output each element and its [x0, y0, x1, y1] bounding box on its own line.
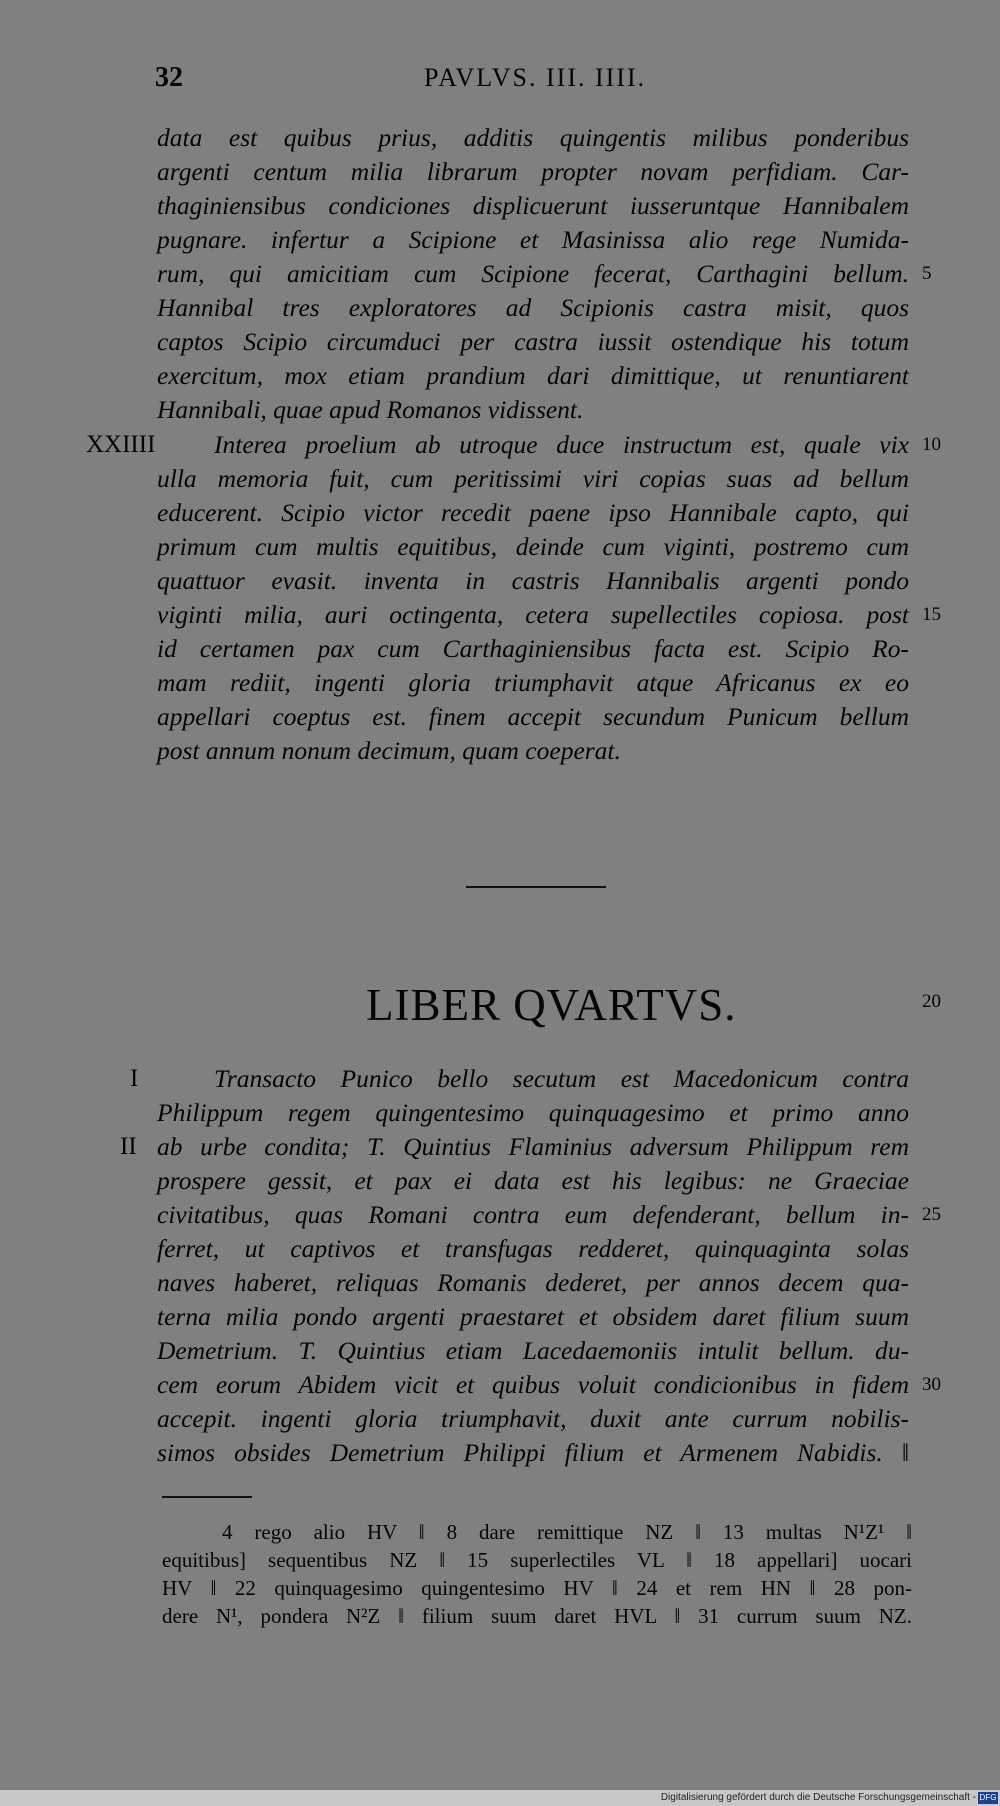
- text-line: prospere gessit, et pax ei data est his legibus: ne Graeciae: [157, 1166, 909, 1195]
- text-line: ab urbe condita; T. Quintius Flaminius adversum Philippum rem: [157, 1132, 909, 1161]
- text-line: naves haberet, reliquas Romanis dederet, per annos decem qua-: [157, 1268, 909, 1297]
- text-line: ferret, ut captivos et transfugas redderet, quinquaginta solas: [157, 1234, 909, 1263]
- book-title: LIBER QVARTVS.: [366, 980, 737, 1030]
- line-number: 20: [922, 991, 941, 1012]
- text-line: Hannibali, quae apud Romanos vidissent.: [157, 395, 584, 424]
- text-line: id certamen pax cum Carthaginiensibus facta est. Scipio Ro-: [157, 634, 909, 663]
- line-number: 10: [922, 434, 941, 455]
- footnote-line: 4 rego alio HV ‖ 8 dare remittique NZ ‖ 13 multas N¹Z¹ ‖: [222, 1520, 912, 1544]
- running-head: PAVLVS. III. IIII.: [424, 63, 647, 92]
- text-line: exercitum, mox etiam prandium dari dimittique, ut renuntiarent: [157, 361, 909, 390]
- digitization-credit: Digitalisierung gefördert durch die Deutsche Forschungsgemeinschaft -: [660, 1792, 976, 1803]
- line-number: 15: [922, 604, 941, 625]
- text-line: civitatibus, quas Romani contra eum defenderant, bellum in-: [157, 1200, 909, 1229]
- text-line: ulla memoria fuit, cum peritissimi viri copias suas ad bellum: [157, 464, 909, 493]
- line-number: 30: [922, 1374, 941, 1395]
- text-line: Hannibal tres exploratores ad Scipionis castra misit, quos: [157, 293, 909, 322]
- chapter-number-xxiiii: XXIIII: [86, 431, 156, 458]
- text-line: terna milia pondo argenti praestaret et obsidem daret filium suum: [157, 1302, 909, 1331]
- footnote-divider: [162, 1496, 252, 1498]
- footnote-line: dere N¹, pondera N²Z ‖ filium suum daret HVL ‖ 31 currum suum NZ.: [162, 1604, 912, 1628]
- text-line: pugnare. infertur a Scipione et Masinissa alio rege Numida-: [157, 225, 909, 254]
- text-line: post annum nonum decimum, quam coeperat.: [157, 736, 621, 765]
- text-line: rum, qui amicitiam cum Scipione fecerat, Carthagini bellum.: [157, 259, 909, 288]
- text-line: simos obsides Demetrium Philippi filium et Armenem Nabidis. ‖: [157, 1438, 909, 1467]
- dfg-logo-icon: DFG: [979, 1793, 997, 1802]
- chapter-number-ii: II: [120, 1133, 137, 1160]
- text-line: mam rediit, ingenti gloria triumphavit atque Africanus ex eo: [157, 668, 909, 697]
- footnote-line: equitibus] sequentibus NZ ‖ 15 superlectiles VL ‖ 18 appellari] uocari: [162, 1548, 912, 1572]
- text-line: Philippum regem quingentesimo quinquagesimo et primo anno: [157, 1098, 909, 1127]
- page-number: 32: [155, 62, 183, 93]
- text-line: primum cum multis equitibus, deinde cum viginti, postremo cum: [157, 532, 909, 561]
- section-divider: [466, 886, 606, 888]
- line-number: 5: [922, 263, 932, 284]
- digitization-credit-bar: [0, 1790, 1000, 1806]
- text-line: Transacto Punico bello secutum est Macedonicum contra: [214, 1064, 909, 1093]
- text-line: Interea proelium ab utroque duce instructum est, quale vix: [214, 430, 909, 459]
- chapter-number-i: I: [130, 1065, 139, 1092]
- text-line: argenti centum milia librarum propter novam perfidiam. Car-: [157, 157, 909, 186]
- text-line: accepit. ingenti gloria triumphavit, duxit ante currum nobilis-: [157, 1404, 909, 1433]
- text-line: viginti milia, auri octingenta, cetera supellectiles copiosa. post: [157, 600, 909, 629]
- text-line: appellari coeptus est. finem accepit secundum Punicum bellum: [157, 702, 909, 731]
- text-line: educerent. Scipio victor recedit paene ipso Hannibale capto, qui: [157, 498, 909, 527]
- line-number: 25: [922, 1204, 941, 1225]
- text-line: captos Scipio circumduci per castra iussit ostendique his totum: [157, 327, 909, 356]
- text-line: quattuor evasit. inventa in castris Hannibalis argenti pondo: [157, 566, 909, 595]
- text-line: cem eorum Abidem vicit et quibus voluit condicionibus in fidem: [157, 1370, 909, 1399]
- text-line: Demetrium. T. Quintius etiam Lacedaemoniis intulit bellum. du-: [157, 1336, 909, 1365]
- text-line: thaginiensibus condiciones displicuerunt iusseruntque Hannibalem: [157, 191, 909, 220]
- footnote-line: HV ‖ 22 quinquagesimo quingentesimo HV ‖ 24 et rem HN ‖ 28 pon-: [162, 1576, 912, 1600]
- text-line: data est quibus prius, additis quingentis milibus ponderibus: [157, 123, 909, 152]
